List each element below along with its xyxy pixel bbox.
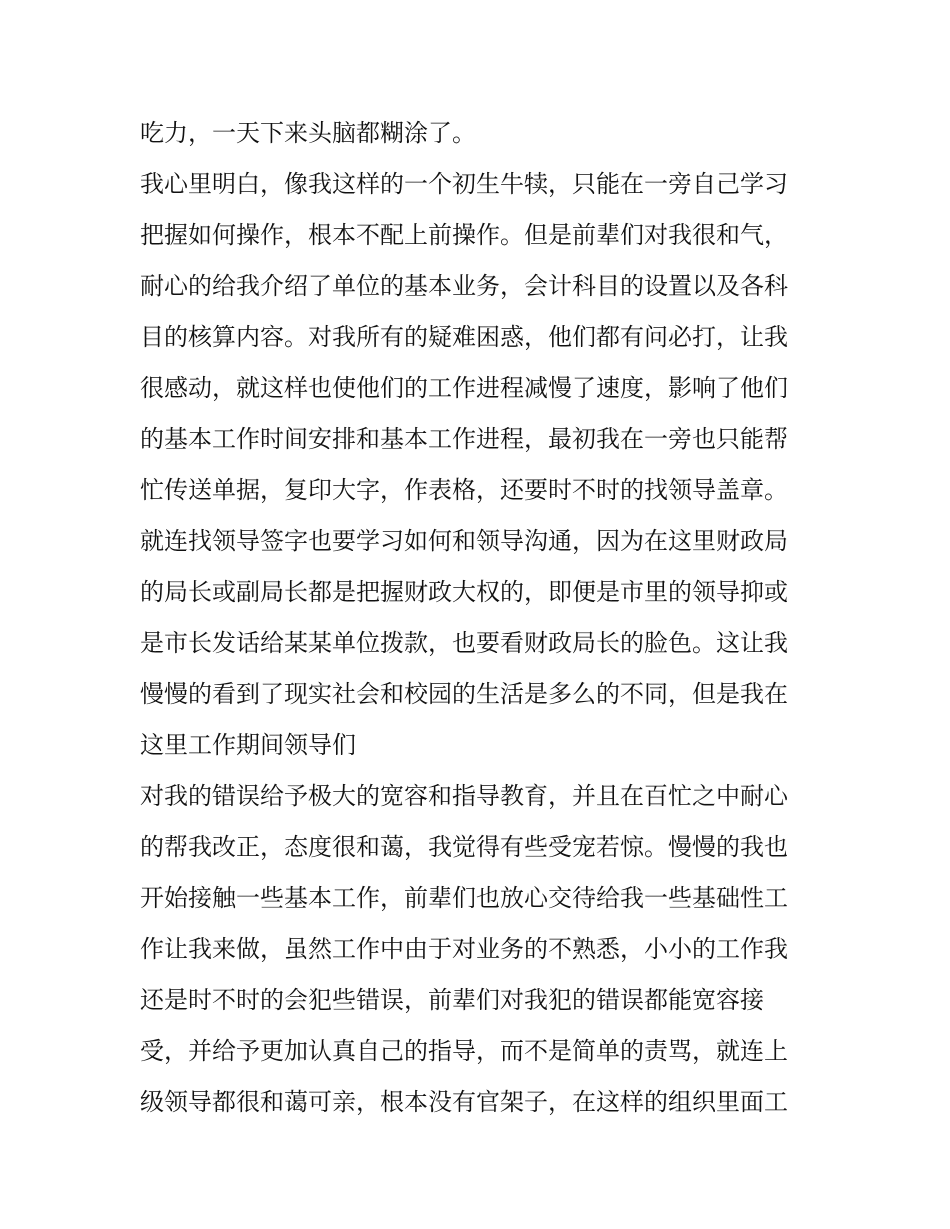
text-line: 把握如何操作，根本不配上前操作。但是前辈们对我很和气， bbox=[140, 221, 788, 249]
text-line: 很感动，就这样也使他们的工作进程减慢了速度，影响了他们 bbox=[140, 374, 788, 402]
text-line: 作让我来做，虽然工作中由于对业务的不熟悉，小小的工作我 bbox=[140, 935, 788, 963]
body-text bbox=[140, 108, 820, 1128]
text-line: 对我的错误给予极大的宽容和指导教育，并且在百忙之中耐心 bbox=[140, 782, 788, 810]
text-line: 受，并给予更加认真自己的指导，而不是简单的责骂，就连上 bbox=[140, 1037, 788, 1065]
text-line: 就连找领导签字也要学习如何和领导沟通，因为在这里财政局 bbox=[140, 527, 788, 555]
text-line: 慢慢的看到了现实社会和校园的生活是多么的不同，但是我在 bbox=[140, 680, 788, 708]
text-line: 吃力，一天下来头脑都糊涂了。 bbox=[140, 119, 476, 147]
text-line: 的帮我改正，态度很和蔼，我觉得有些受宠若惊。慢慢的我也 bbox=[140, 833, 788, 861]
text-line: 还是时不时的会犯些错误，前辈们对我犯的错误都能宽容接 bbox=[140, 986, 764, 1014]
text-line: 的基本工作时间安排和基本工作进程，最初我在一旁也只能帮 bbox=[140, 425, 788, 453]
text-line: 目的核算内容。对我所有的疑难困惑，他们都有问必打，让我 bbox=[140, 323, 788, 351]
text-line: 我心里明白，像我这样的一个初生牛犊，只能在一旁自己学习 bbox=[140, 170, 788, 198]
text-line: 忙传送单据，复印大字，作表格，还要时不时的找领导盖章。 bbox=[140, 476, 788, 504]
text-line: 开始接触一些基本工作，前辈们也放心交待给我一些基础性工 bbox=[140, 884, 788, 912]
text-line: 耐心的给我介绍了单位的基本业务，会计科目的设置以及各科 bbox=[140, 272, 788, 300]
text-line: 级领导都很和蔼可亲，根本没有官架子，在这样的组织里面工 bbox=[140, 1088, 788, 1116]
text-line: 是市长发话给某某单位拨款，也要看财政局长的脸色。这让我 bbox=[140, 629, 788, 657]
text-line: 这里工作期间领导们 bbox=[140, 731, 356, 759]
text-line: 的局长或副局长都是把握财政大权的，即便是市里的领导抑或 bbox=[140, 578, 788, 606]
